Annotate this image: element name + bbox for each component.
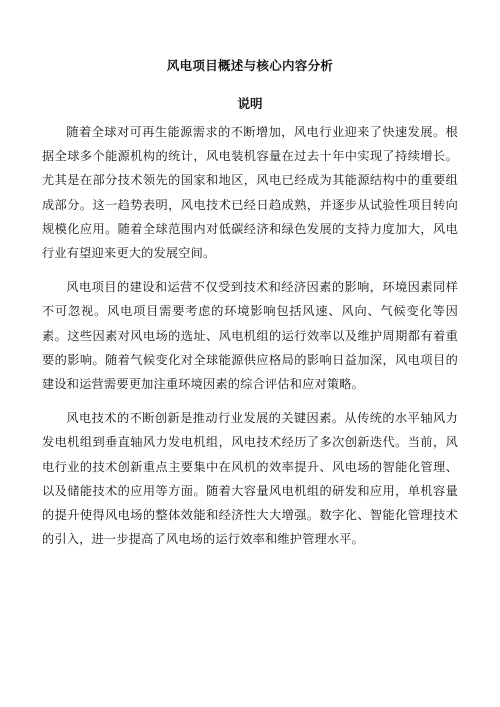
- paragraph-3: 风电技术的不断创新是推动行业发展的关键因素。从传统的水平轴风力发电机组到垂直轴风力发电机组，风电技术经历了多次创新迭代。当前，风电行业的技术创新重点主要集中在风机的效率提升、风电场的智能化管理、以及储能技术的应用等方面。随着大容量风电机组的研发和应用，单机容量的提升使得风电场的整体效能和经济性大大增强。数字化、智能化管理技术的引入，进一步提高了风电场的运行效率和维护管理水平。: [42, 411, 458, 547]
- paragraph-1: 随着全球对可再生能源需求的不断增加，风电行业迎来了快速发展。根据全球多个能源机构的统计，风电装机容量在过去十年中实现了持续增长。尤其是在部分技术领先的国家和地区，风电已经成为其能源结构中的重要组成部分。这一趋势表明，风电技术已经日趋成熟，并逐步从试验性项目转向规模化应用。随着全球范围内对低碳经济和绿色发展的支持力度加大，风电行业有望迎来更大的发展空间。: [42, 125, 458, 261]
- document-title: 风电项目概述与核心内容分析: [166, 58, 334, 73]
- section-heading: 说明: [237, 96, 263, 111]
- paragraph-2: 风电项目的建设和运营不仅受到技术和经济因素的影响，环境因素同样不可忽视。风电项目需要考虑的环境影响包括风速、风向、气候变化等因素。这些因素对风电场的选址、风电机组的运行效率以及维护周期都有着重要的影响。随着气候变化对全球能源供应格局的影响日益加深，风电项目的建设和运营需要更加注重环境因素的综合评估和应对策略。: [42, 280, 458, 392]
